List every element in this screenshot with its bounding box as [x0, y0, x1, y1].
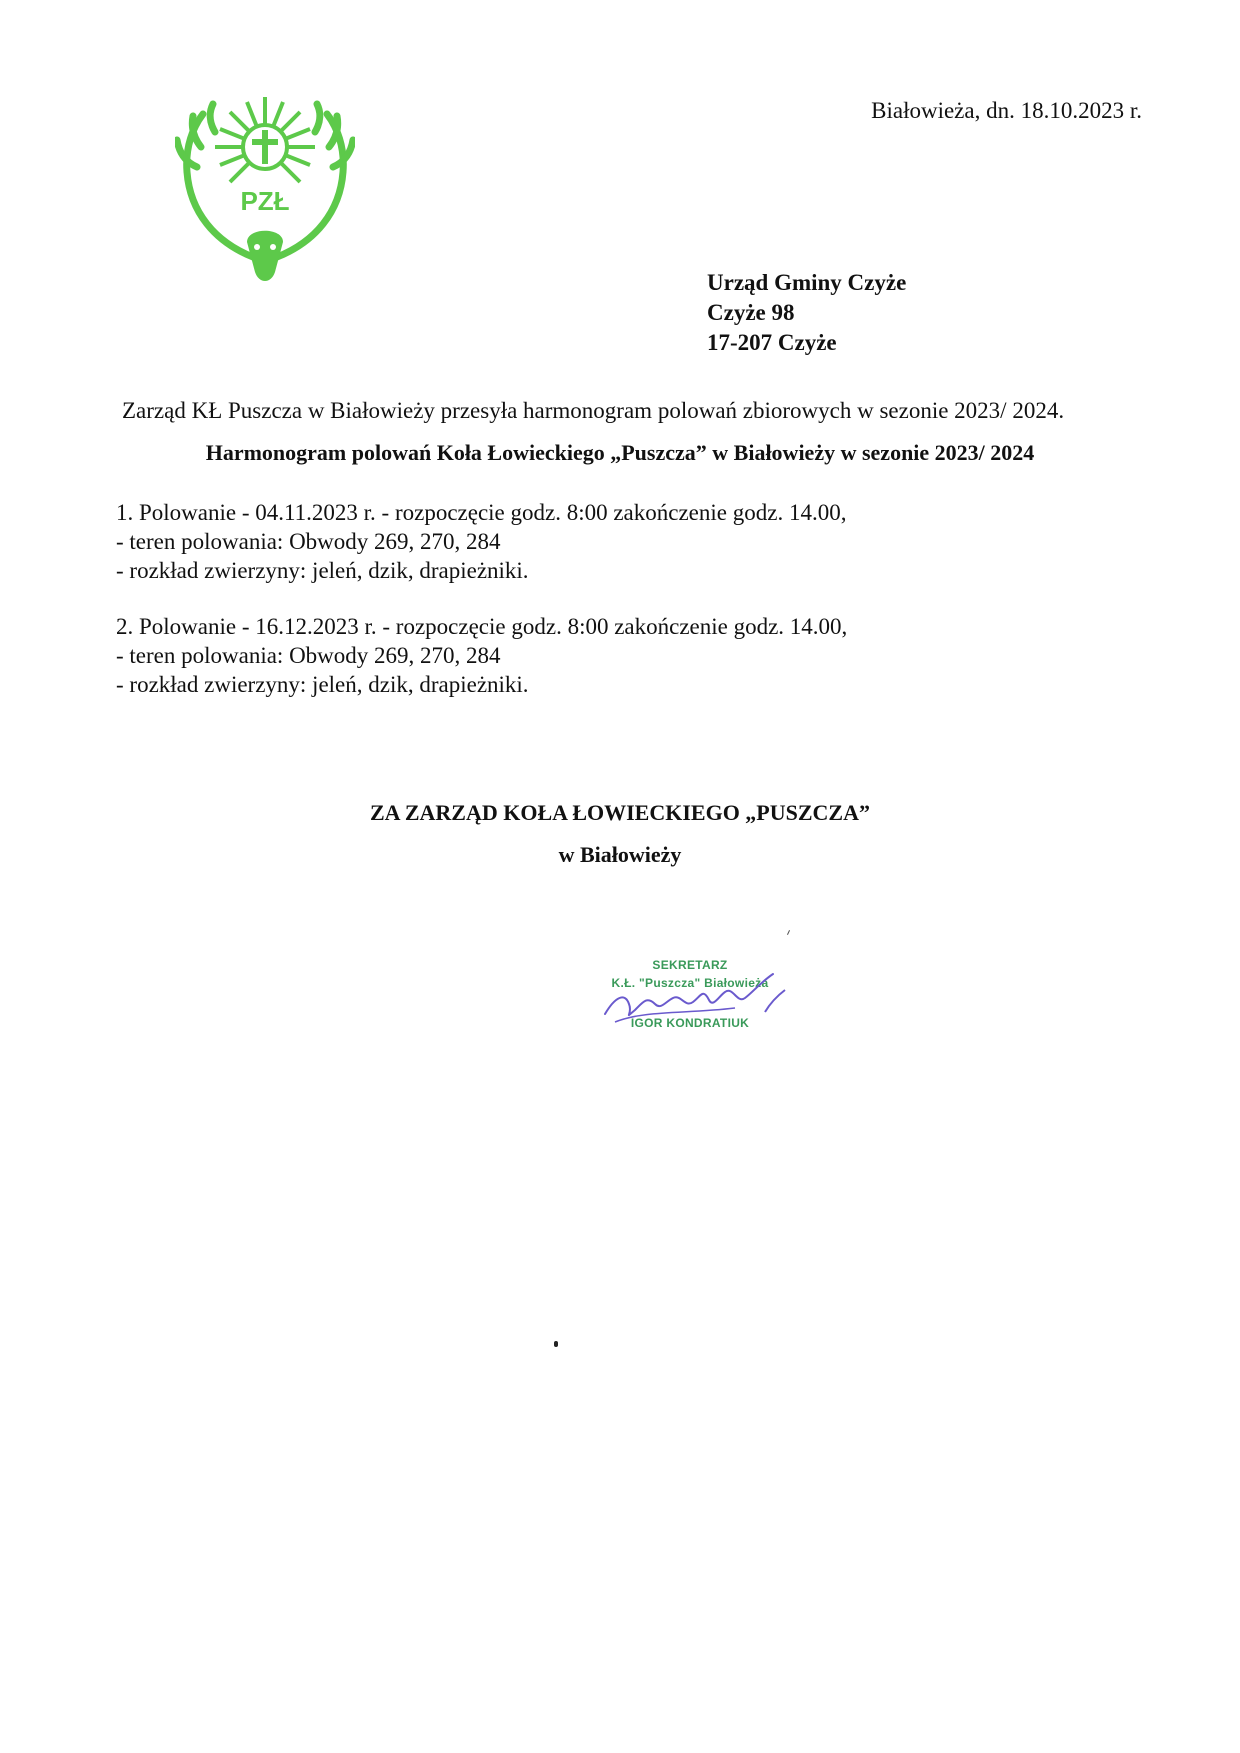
recipient-name: Urząd Gminy Czyże	[707, 270, 907, 295]
hunt-area-line: - teren polowania: Obwody 269, 270, 284	[116, 643, 501, 668]
signature-title: ZA ZARZĄD KOŁA ŁOWIECKIEGO „PUSZCZA”	[370, 800, 870, 825]
hunt-date-line: 2. Polowanie - 16.12.2023 r. - rozpoczęcie godz. 8:00 zakończenie godz. 14.00,	[116, 614, 848, 639]
recipient-postal: 17-207 Czyże	[707, 330, 837, 355]
intro-paragraph: Zarząd KŁ Puszcza w Białowieży przesyła harmonogram polowań zbiorowych w sezonie 2023/ 2024.	[122, 398, 1065, 423]
recipient-street: Czyże 98	[707, 300, 795, 325]
document-date: Białowieża, dn. 18.10.2023 r.	[871, 98, 1142, 123]
stamp-person: IGOR KONDRATIUK	[630, 1016, 750, 1030]
scan-speck	[554, 1341, 558, 1347]
hunt-entry	[116, 612, 847, 699]
hunt-area-line: - teren polowania: Obwody 269, 270, 284	[116, 529, 501, 554]
stamp-club: K.Ł. "Puszcza" Białowieża	[611, 976, 769, 990]
schedule-heading: Harmonogram polowań Koła Łowieckiego „Puszcza” w Białowieży w sezonie 2023/ 2024	[205, 440, 1035, 465]
emblem-text: PZŁ	[240, 186, 290, 216]
secretary-stamp	[585, 952, 795, 1037]
handwritten-signature-icon	[585, 952, 795, 1037]
hunt-date-line: 1. Polowanie - 04.11.2023 r. - rozpoczęcie godz. 8:00 zakończenie godz. 14.00,	[116, 500, 847, 525]
recipient-address	[707, 268, 906, 358]
stamp-role: SEKRETARZ	[652, 958, 728, 972]
signature-subtitle: w Białowieży	[558, 842, 682, 867]
pzl-emblem-icon	[175, 92, 355, 292]
hunt-game-line: - rozkład zwierzyny: jeleń, dzik, drapieżniki.	[116, 672, 529, 697]
hunt-game-line: - rozkład zwierzyny: jeleń, dzik, drapieżniki.	[116, 558, 529, 583]
scan-mark	[787, 930, 790, 935]
hunt-entry	[116, 498, 846, 585]
